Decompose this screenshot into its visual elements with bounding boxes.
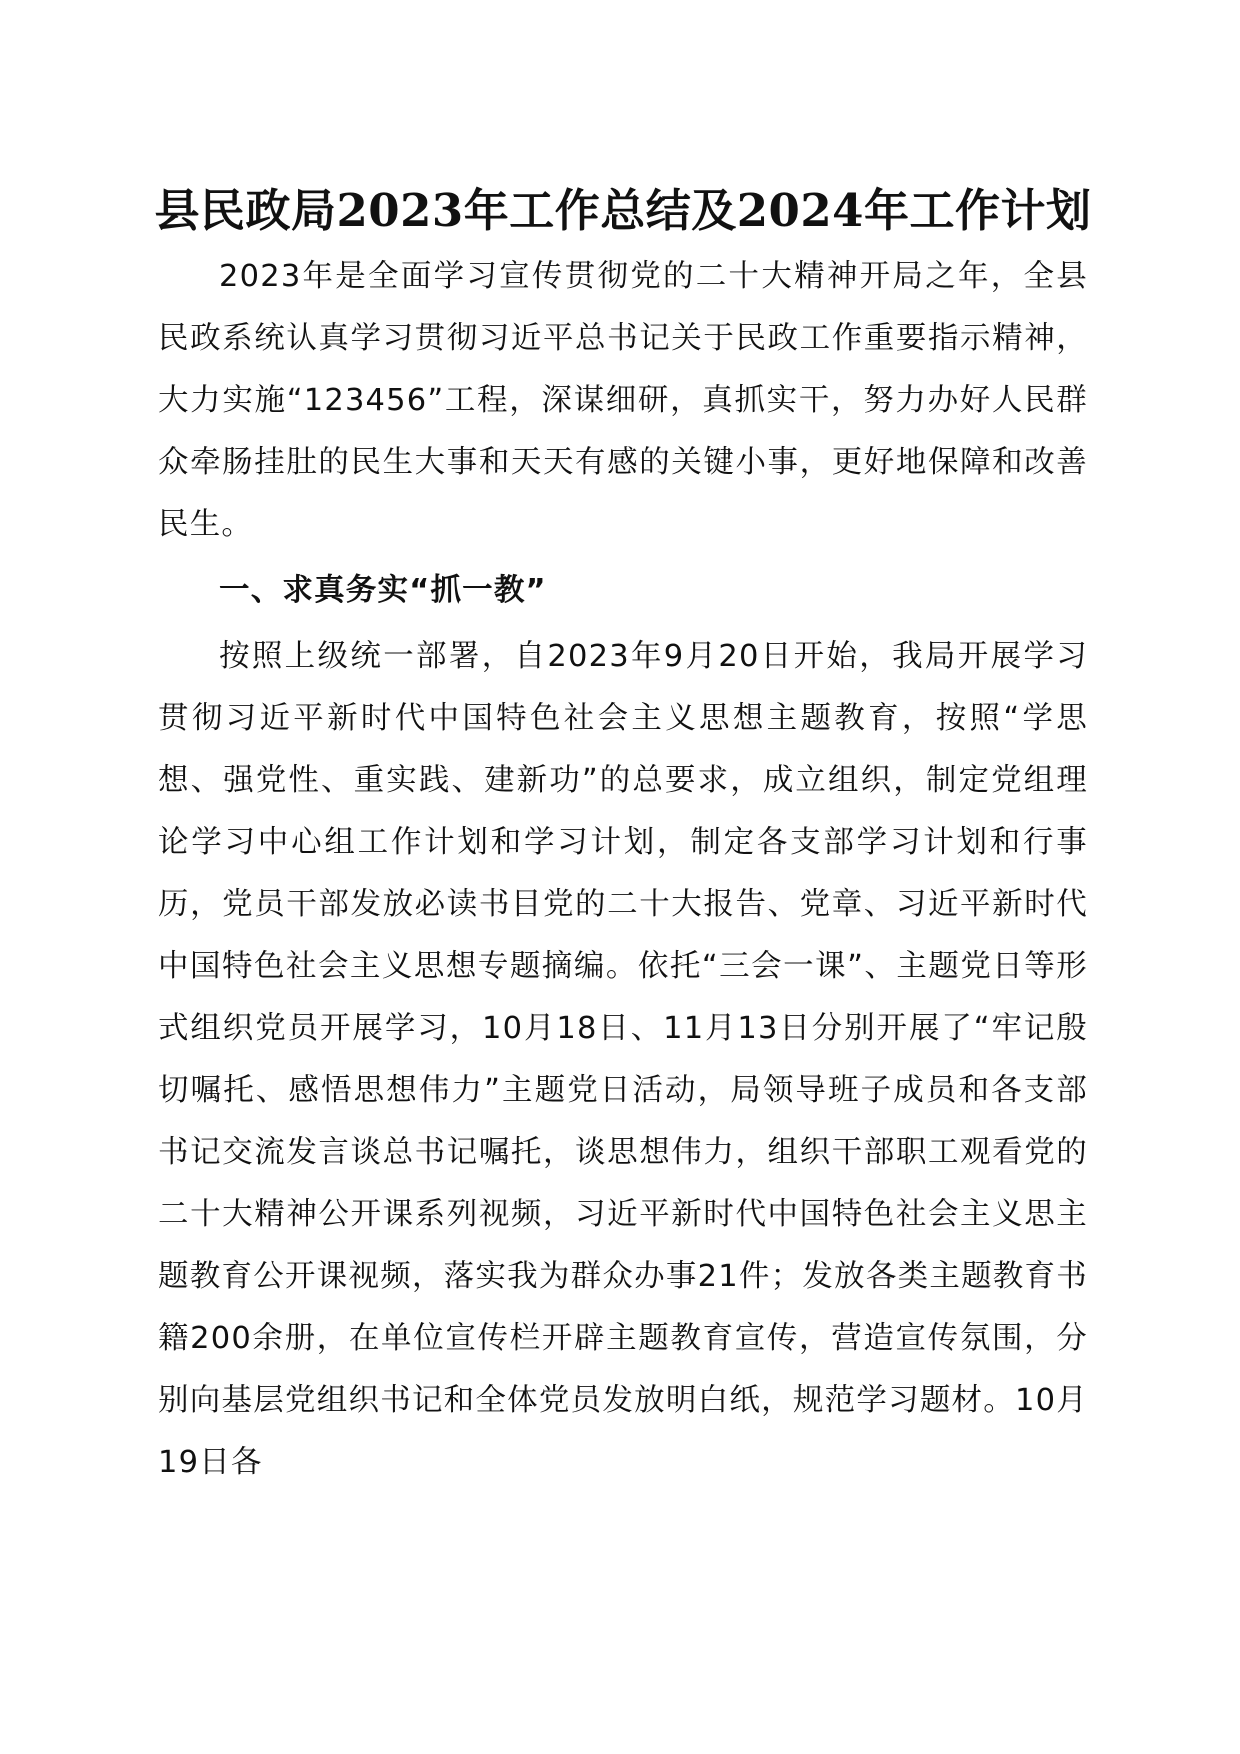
document-body [154,176,1092,1494]
document-title: 县民政局2023年工作总结及2024年工作计划 [154,184,1092,237]
section-1-paragraph: 按照上级统一部署，自2023年9月20日开始，我局开展学习贯彻习近平新时代中国特色社会主义思想主题教育，按照“学思想、强党性、重实践、建新功”的总要求，成立组织，制定党组理论学习中心组工作计划和学习计划，制定各支部学习计划和行事历，党员干部发放必读书目党的二十大报告、党章、习近平新时代中国特色社会主义思想专题摘编。依托“三会一课”、主题党日等形式组织党员开展学习，10月18日、11月13日分别开展了“牢记殷切嘱托、感悟思想伟力”主题党日活动，局领导班子成员和各支部书记交流发言谈总书记嘱托，谈思想伟力，组织干部职工观看党的二十大精神公开课系列视频，习近平新时代中国特色社会主义思主题教育公开课视频，落实我为群众办事21件；发放各类主题教育书籍200余册，在单位宣传栏开辟主题教育宣传，营造宣传氛围，分别向基层党组织书记和全体党员发放明白纸，规范学习题材。10月19日各 [158,639,1088,1480]
intro-paragraph: 2023年是全面学习宣传贯彻党的二十大精神开局之年，全县民政系统认真学习贯彻习近平总书记关于民政工作重要指示精神，大力实施“123456”工程，深谋细研，真抓实干，努力办好人民群众牵肠挂肚的民生大事和天天有感的关键小事，更好地保障和改善民生。 [158,259,1088,542]
section-heading-1: 一、求真务实“抓一教” [219,573,547,608]
